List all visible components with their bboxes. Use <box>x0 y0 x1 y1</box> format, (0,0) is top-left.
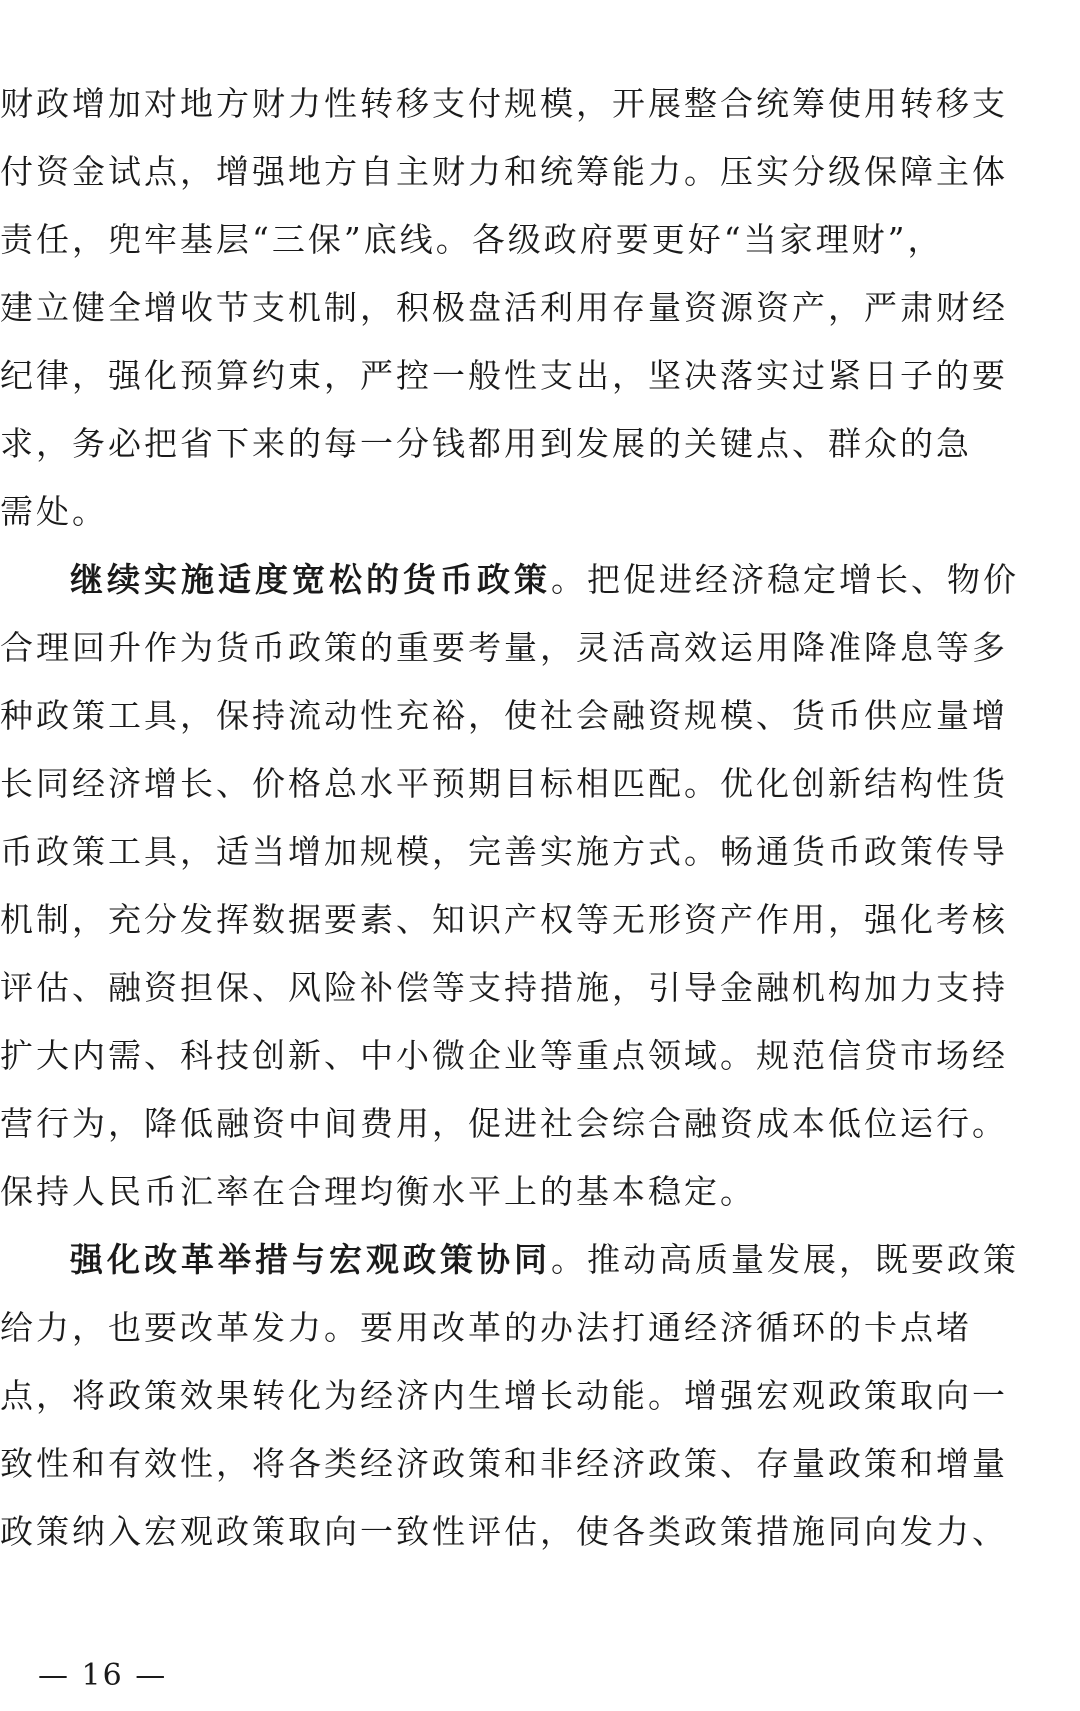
page-number: — 16 — <box>38 1658 168 1693</box>
body-text-span: 。推动高质量发展，既要政策 <box>551 1240 1019 1279</box>
body-text-line: 求，务必把省下来的每一分钱都用到发展的关键点、群众的急 <box>0 424 972 463</box>
body-text-line: 纪律，强化预算约束，严控一般性支出，坚决落实过紧日子的要 <box>0 356 1008 395</box>
body-text-line: 致性和有效性，将各类经济政策和非经济政策、存量政策和增量 <box>0 1444 1008 1483</box>
body-text-line: 财政增加对地方财力性转移支付规模，开展整合统筹使用转移支 <box>0 84 1008 123</box>
body-text-span: 。把促进经济稳定增长、物价 <box>551 560 1019 599</box>
body-text-line: 评估、融资担保、风险补偿等支持措施，引导金融机构加力支持 <box>0 968 1008 1007</box>
body-text-line: 扩大内需、科技创新、中小微企业等重点领域。规范信贷市场经 <box>0 1036 1008 1075</box>
body-text-line: 长同经济增长、价格总水平预期目标相匹配。优化创新结构性货 <box>0 764 1008 803</box>
body-text-line: 营行为，降低融资中间费用，促进社会综合融资成本低位运行。 <box>0 1104 1008 1143</box>
body-text-line: 机制，充分发挥数据要素、知识产权等无形资产作用，强化考核 <box>0 900 1008 939</box>
section-heading: 继续实施适度宽松的货币政策 <box>70 560 551 599</box>
body-text-line: 付资金试点，增强地方自主财力和统筹能力。压实分级保障主体 <box>0 152 1008 191</box>
body-text-line: 建立健全增收节支机制，积极盘活利用存量资源资产，严肃财经 <box>0 288 1008 327</box>
paragraph-first-line <box>0 550 1080 610</box>
body-text-line: 给力，也要改革发力。要用改革的办法打通经济循环的卡点堵 <box>0 1308 972 1347</box>
paragraph-first-line <box>0 1230 1080 1290</box>
body-text-line: 币政策工具，适当增加规模，完善实施方式。畅通货币政策传导 <box>0 832 1008 871</box>
body-text-line: 种政策工具，保持流动性充裕，使社会融资规模、货币供应量增 <box>0 696 1008 735</box>
body-text-line: 责任，兜牢基层“三保”底线。各级政府要更好“当家理财”， <box>0 220 944 259</box>
body-text-line: 政策纳入宏观政策取向一致性评估，使各类政策措施同向发力、 <box>0 1512 1008 1551</box>
body-text-line: 合理回升作为货币政策的重要考量，灵活高效运用降准降息等多 <box>0 628 1008 667</box>
body-text-line: 点，将政策效果转化为经济内生增长动能。增强宏观政策取向一 <box>0 1376 1008 1415</box>
section-heading: 强化改革举措与宏观政策协同 <box>70 1240 551 1279</box>
body-text-line: 需处。 <box>0 492 108 531</box>
body-text-line: 保持人民币汇率在合理均衡水平上的基本稳定。 <box>0 1172 756 1211</box>
